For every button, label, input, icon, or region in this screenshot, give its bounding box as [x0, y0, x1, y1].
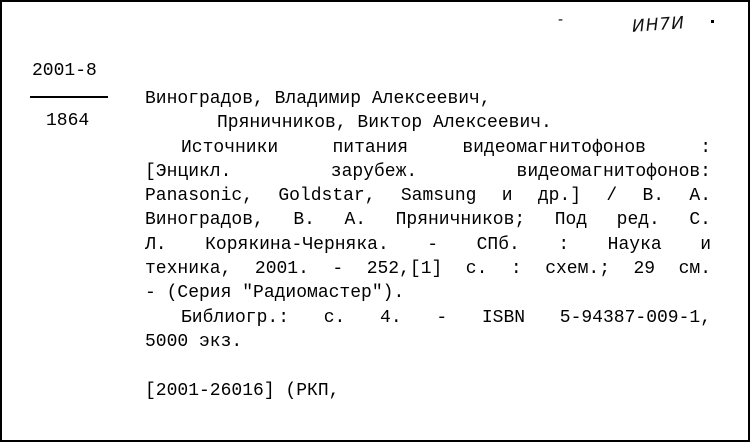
- year-code: 2001-8: [32, 61, 97, 81]
- note-line: Библиогр.: с. 4. - ISBN 5-94387-009-1,: [181, 307, 711, 328]
- registration-number: [2001-26016] (РКП,: [145, 380, 340, 401]
- bibliographic-entry: [145, 87, 711, 403]
- description-line: Виноградов, В. А. Пряничников; Под ред. С.: [145, 210, 711, 231]
- spacer: [145, 354, 711, 379]
- description-line: [Энцикл. зарубеж. видеомагнитофонов:: [145, 161, 711, 182]
- ink-dot: [711, 20, 714, 23]
- coauthor-line: Пряничников, Виктор Алексеевич.: [217, 113, 552, 134]
- handwritten-note: ИН7И: [631, 13, 686, 37]
- description-line: Panasonic, Goldstar, Samsung и др.] / В. А.: [145, 186, 711, 207]
- author-line: Виноградов, Владимир Алексеевич,: [145, 89, 491, 109]
- description-line: Л. Корякина-Черняка. - СПб. : Наука и: [145, 234, 711, 255]
- description-line: техника, 2001. - 252,[1] с. : схем.; 29 см.: [145, 259, 711, 280]
- code-divider: [30, 96, 108, 98]
- corner-mark: -: [558, 12, 564, 28]
- description-line: Источники питания видеомагнитофонов :: [181, 137, 711, 158]
- note-line: 5000 экз.: [145, 331, 243, 352]
- shelf-code: 1864: [46, 111, 90, 131]
- description-line: - (Серия "Радиомастер").: [145, 283, 405, 304]
